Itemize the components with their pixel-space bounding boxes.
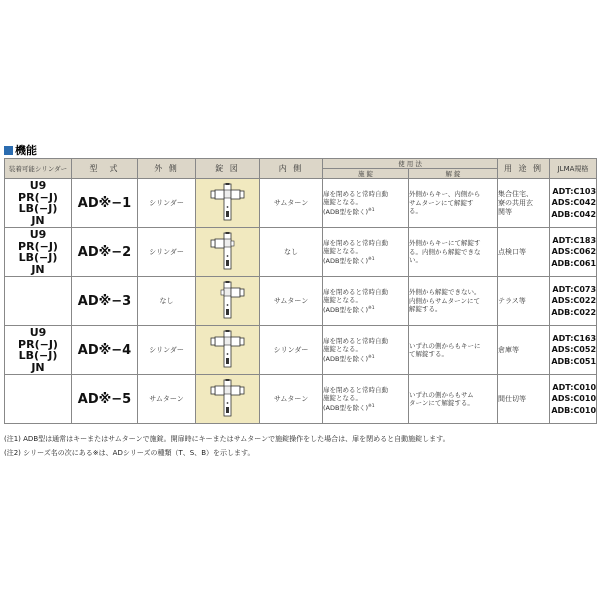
inside-cell: サムターン bbox=[260, 179, 323, 228]
jlma-cell bbox=[550, 326, 597, 375]
purpose-text-line: 寮の共用玄 bbox=[498, 198, 534, 207]
section-marker bbox=[4, 146, 13, 155]
note-1: (注1) ADB型は通常はキーまたはサムターンで施錠。開扉時にキーまたはサムターンで施錠操作をした場合は、扉を閉めると自動施錠します。 bbox=[4, 435, 450, 443]
lock-diagram-icon bbox=[205, 328, 251, 372]
lock-text-line: 施錠となる。 bbox=[323, 247, 362, 256]
jlma-code: ADS:C062 bbox=[551, 247, 597, 257]
jlma-cell bbox=[550, 375, 597, 424]
note-mark: ※1 bbox=[367, 207, 375, 213]
outside-cell: サムターン bbox=[138, 375, 196, 424]
lock-text-line: 施錠となる。 bbox=[323, 394, 362, 403]
lock-text-line: 施錠となる。 bbox=[323, 345, 362, 354]
jlma-code: ADS:C042 bbox=[551, 198, 597, 208]
jlma-code: ADT:C163 bbox=[552, 333, 597, 343]
series-name: JN bbox=[31, 213, 45, 227]
jlma-code: ADB:C051 bbox=[551, 356, 597, 366]
lock-diagram-icon bbox=[205, 279, 251, 323]
model-cell: AD※−5 bbox=[72, 375, 138, 424]
diagram-cell bbox=[196, 228, 260, 277]
outside-cell: シリンダー bbox=[138, 179, 196, 228]
header-lock: 施 錠 bbox=[323, 169, 409, 179]
lock-cell bbox=[323, 179, 409, 228]
unlock-cell bbox=[409, 277, 498, 326]
lock-text-line: 扉を閉めると常時自動 bbox=[323, 189, 388, 198]
unlock-text-line: 外側からキーにて解錠す bbox=[409, 239, 481, 248]
inside-cell: シリンダー bbox=[260, 326, 323, 375]
model-cell: AD※−3 bbox=[72, 277, 138, 326]
lock-text-line: (ADB型を除く)$^{※1}$ bbox=[323, 403, 375, 412]
function-table bbox=[4, 158, 597, 424]
unlock-text-line: いずれの側からもキーに bbox=[409, 341, 481, 350]
lock-text-line: (ADB型を除く)$^{※1}$ bbox=[323, 305, 375, 314]
jlma-cell bbox=[550, 179, 597, 228]
table-row bbox=[5, 326, 597, 375]
unlock-text-line: い。 bbox=[409, 256, 422, 265]
lock-cell bbox=[323, 375, 409, 424]
outside-cell: なし bbox=[138, 277, 196, 326]
lock-text-line: (ADB型を除く)$^{※1}$ bbox=[323, 207, 375, 216]
jlma-code: ADS:C022 bbox=[551, 296, 597, 306]
series-name: U9 bbox=[29, 228, 47, 241]
unlock-cell bbox=[409, 228, 498, 277]
outside-cell: シリンダー bbox=[138, 326, 196, 375]
purpose-text-line: テラス等 bbox=[498, 296, 526, 305]
lock-text-line: 扉を閉めると常時自動 bbox=[323, 287, 388, 296]
jlma-cell bbox=[550, 277, 597, 326]
header-usage: 使 用 法 bbox=[323, 159, 498, 169]
purpose-text-line: 関等 bbox=[498, 207, 513, 216]
outside-cell: シリンダー bbox=[138, 228, 196, 277]
unlock-text-line: 外側から解錠できない。 bbox=[409, 288, 481, 297]
jlma-code: ADT:C183 bbox=[552, 235, 597, 245]
purpose-cell bbox=[498, 375, 550, 424]
lock-diagram-icon bbox=[205, 181, 251, 225]
unlock-text-line: 解錠する。 bbox=[409, 305, 442, 314]
note-mark: ※1 bbox=[367, 256, 375, 262]
lock-diagram-icon bbox=[205, 377, 251, 421]
lock-text-line: 扉を閉めると常時自動 bbox=[323, 336, 388, 345]
model-cell: AD※−2 bbox=[72, 228, 138, 277]
lock-text-line: (ADB型を除く)$^{※1}$ bbox=[323, 354, 375, 363]
inside-cell: なし bbox=[260, 228, 323, 277]
purpose-text-line: 点検口等 bbox=[498, 247, 527, 256]
series-cell bbox=[5, 179, 72, 228]
header-jlma: JLMA規格 bbox=[550, 159, 597, 179]
jlma-code: ADB:C042 bbox=[551, 209, 597, 219]
header-inside: 内 側 bbox=[260, 159, 323, 179]
header-diagram: 錠 図 bbox=[196, 159, 260, 179]
unlock-text-line: る。 bbox=[409, 207, 422, 216]
table-row bbox=[5, 375, 597, 424]
unlock-text-line: 外側からキー、内側から bbox=[409, 190, 481, 199]
jlma-code: ADB:C010 bbox=[551, 405, 597, 415]
unlock-text-line: 内側からサムターンにて bbox=[409, 296, 481, 305]
series-name: LB(−J) bbox=[18, 349, 58, 362]
table-row bbox=[5, 228, 597, 277]
section-title-text: 機能 bbox=[15, 144, 37, 157]
lock-text-line: 施錠となる。 bbox=[323, 296, 362, 305]
series-cell bbox=[5, 277, 72, 326]
jlma-cell bbox=[550, 228, 597, 277]
lock-text-line: 施錠となる。 bbox=[323, 198, 362, 207]
header-unlock: 解 錠 bbox=[409, 169, 498, 179]
unlock-cell bbox=[409, 375, 498, 424]
model-cell: AD※−1 bbox=[72, 179, 138, 228]
unlock-text-line: て解錠する。 bbox=[409, 350, 448, 358]
header-purpose: 用 途 例 bbox=[498, 159, 550, 179]
unlock-text-line: ターンにて解錠する。 bbox=[409, 399, 474, 407]
unlock-cell bbox=[409, 179, 498, 228]
jlma-code: ADT:C103 bbox=[552, 186, 597, 196]
purpose-text-line: 倉庫等 bbox=[498, 345, 520, 354]
lock-cell bbox=[323, 326, 409, 375]
lock-text-line: (ADB型を除く)$^{※1}$ bbox=[323, 256, 375, 265]
jlma-code: ADB:C022 bbox=[551, 307, 597, 317]
series-name: U9 bbox=[29, 179, 47, 192]
section-title bbox=[4, 143, 37, 157]
lock-cell bbox=[323, 277, 409, 326]
series-name: LB(−J) bbox=[18, 202, 58, 215]
header-model: 型 式 bbox=[72, 159, 138, 179]
lock-text-line: 扉を閉めると常時自動 bbox=[323, 238, 388, 247]
unlock-cell bbox=[409, 326, 498, 375]
unlock-text-line: る。内側から解錠できな bbox=[409, 247, 481, 256]
note-mark: ※1 bbox=[367, 354, 375, 360]
series-name: U9 bbox=[29, 326, 47, 339]
jlma-code: ADT:C073 bbox=[552, 284, 597, 294]
series-name: PR(−J) bbox=[18, 190, 58, 204]
series-cell bbox=[5, 326, 72, 375]
diagram-cell bbox=[196, 326, 260, 375]
note-mark: ※1 bbox=[367, 403, 375, 409]
purpose-cell bbox=[498, 179, 550, 228]
series-cell bbox=[5, 375, 72, 424]
header-outside: 外 側 bbox=[138, 159, 196, 179]
series-name: PR(−J) bbox=[18, 239, 58, 253]
unlock-text-line: サムターンにて解錠す bbox=[409, 198, 474, 207]
jlma-code: ADS:C010 bbox=[551, 394, 597, 404]
note-mark: ※1 bbox=[367, 305, 375, 311]
lock-diagram-icon bbox=[205, 230, 251, 274]
jlma-code: ADS:C052 bbox=[551, 345, 597, 355]
series-name: JN bbox=[31, 360, 45, 374]
diagram-cell bbox=[196, 277, 260, 326]
table-row bbox=[5, 277, 597, 326]
table-row bbox=[5, 179, 597, 228]
purpose-cell bbox=[498, 228, 550, 277]
unlock-text-line: いずれの側からもサム bbox=[409, 390, 474, 399]
diagram-cell bbox=[196, 375, 260, 424]
purpose-text-line: 集合住宅、 bbox=[498, 189, 534, 198]
model-cell: AD※−4 bbox=[72, 326, 138, 375]
series-name: PR(−J) bbox=[18, 337, 58, 351]
series-name: JN bbox=[31, 262, 45, 276]
note-2: (注2) シリーズ名の次にある※は、ADシリーズの種類（T、S、B）を示します。 bbox=[4, 449, 255, 457]
diagram-cell bbox=[196, 179, 260, 228]
series-name: LB(−J) bbox=[18, 251, 58, 264]
inside-cell: サムターン bbox=[260, 277, 323, 326]
series-cell bbox=[5, 228, 72, 277]
inside-cell: サムターン bbox=[260, 375, 323, 424]
purpose-cell bbox=[498, 326, 550, 375]
jlma-code: ADB:C061 bbox=[551, 258, 597, 268]
purpose-text-line: 間仕切等 bbox=[498, 394, 527, 403]
purpose-cell bbox=[498, 277, 550, 326]
header-series: 装着可能シリンダー bbox=[5, 159, 72, 179]
jlma-code: ADT:C010 bbox=[552, 382, 597, 392]
lock-cell bbox=[323, 228, 409, 277]
lock-text-line: 扉を閉めると常時自動 bbox=[323, 385, 388, 394]
